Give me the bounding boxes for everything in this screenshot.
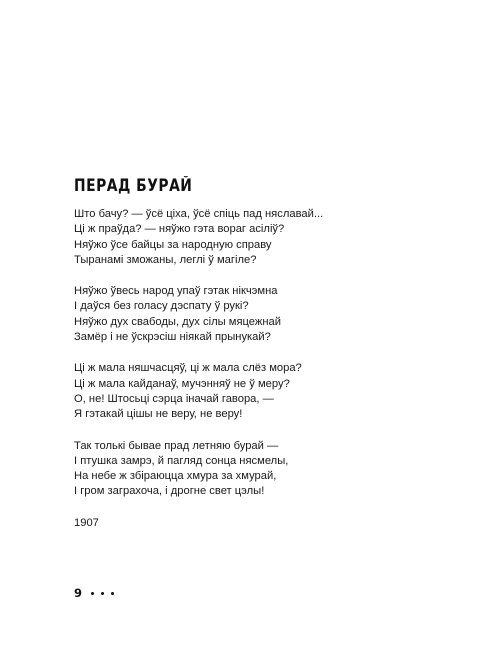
dot-icon bbox=[111, 592, 114, 595]
poem-line: Я гэтакай цішы не веру, не веру! bbox=[74, 408, 243, 421]
poem-line: Замёр і не ўскрэсіш ніякай прынукай? bbox=[74, 331, 271, 344]
poem-line: Ці ж праўда? — няўжо гэта вораг асіліў? bbox=[74, 223, 285, 236]
poem-line: Тыранамі зможаны, леглі ў магіле? bbox=[74, 253, 257, 266]
page-footer bbox=[74, 587, 114, 599]
poem-line: О, не! Штосьці сэрца іначай гавора, — bbox=[74, 392, 274, 405]
poem-line: Так толькі бывае прад летняю бурай — bbox=[74, 439, 279, 452]
stanza-2 bbox=[74, 284, 454, 345]
poem-line: Што бачу? — ўсё ціха, ўсё спіць пад няславай... bbox=[74, 208, 324, 220]
poem-line: Няўжо ўвесь народ упаў гэтак нікчэмна bbox=[74, 285, 278, 298]
stanza-1 bbox=[74, 207, 454, 268]
poem-title: ПЕРАД БУРАЙ bbox=[74, 176, 193, 195]
poem-line: І птушка замрэ, й пагляд сонца нясмелы, bbox=[74, 454, 289, 467]
poem-line: Няўжо дух свабоды, дух сілы мяцежнай bbox=[74, 315, 282, 328]
poem-body bbox=[74, 207, 454, 531]
dot-icon bbox=[91, 592, 94, 595]
poem-line: Ці ж мала кайданаў, мучэнняў не ў меру? bbox=[74, 377, 290, 390]
poem-line: На небе ж збіраюцца хмура за хмурай, bbox=[74, 470, 277, 483]
poem-year: 1907 bbox=[74, 516, 99, 529]
poem-line: Ці ж мала няшчасцяў, ці ж мала слёз мора? bbox=[74, 362, 302, 375]
poem-line: І даўся без голасу дэспату ў рукі? bbox=[74, 300, 249, 313]
poem-line: Няўжо ўсе байцы за народную справу bbox=[74, 238, 272, 251]
page-dots-ornament bbox=[91, 592, 114, 595]
page-number: 9 bbox=[74, 586, 83, 600]
poem-line: І гром заграхоча, і дрогне свет цэлы! bbox=[74, 485, 265, 498]
stanza-3 bbox=[74, 361, 454, 422]
dot-icon bbox=[101, 592, 104, 595]
stanza-4 bbox=[74, 439, 454, 500]
